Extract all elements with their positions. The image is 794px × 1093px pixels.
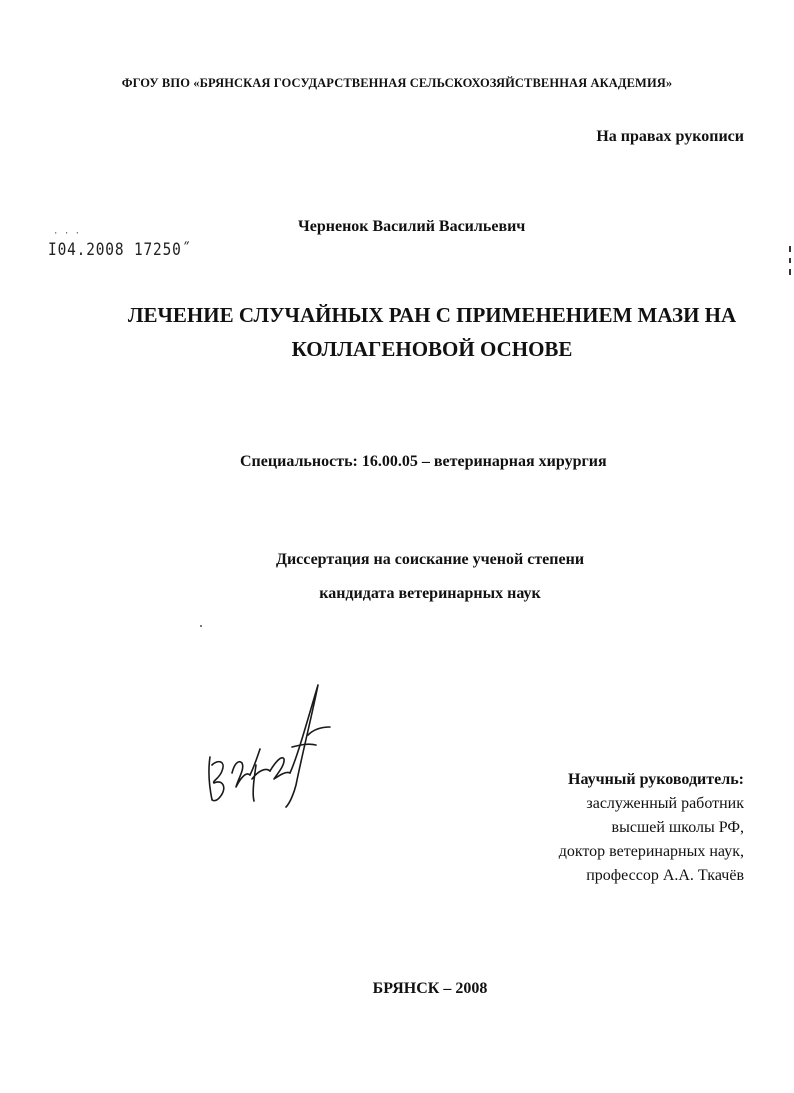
registry-stamp-number bbox=[48, 240, 191, 260]
title-line-2: КОЛЛАГЕНОВОЙ ОСНОВЕ bbox=[291, 337, 573, 361]
advisor-heading: Научный руководитель: bbox=[568, 771, 744, 788]
advisor-title-line-1: заслуженный работник bbox=[586, 795, 744, 812]
advisor-name: профессор А.А. Ткачёв bbox=[586, 867, 744, 884]
city-year: БРЯНСК – 2008 bbox=[372, 980, 488, 997]
stamp-number-text: 04.2008 17250 bbox=[57, 240, 182, 260]
scientific-advisor-block bbox=[559, 768, 744, 888]
degree-line-1: Диссертация на соискание ученой степени bbox=[275, 551, 585, 568]
stamp-trailing-mark: ˝ bbox=[181, 240, 192, 260]
degree-statement bbox=[0, 543, 794, 611]
author-name: Черненок Василий Васильевич bbox=[298, 218, 526, 235]
scan-edge-mark bbox=[789, 246, 792, 276]
institution-name: ФГОУ ВПО «БРЯНСКАЯ ГОСУДАРСТВЕННАЯ СЕЛЬСКОХОЗЯЙСТВЕННАЯ АКАДЕМИЯ» bbox=[121, 76, 673, 90]
stamp-mark-dots: · · · bbox=[53, 229, 81, 239]
title-line-1: ЛЕЧЕНИЕ СЛУЧАЙНЫХ РАН С ПРИМЕНЕНИЕМ МАЗИ НА bbox=[127, 303, 737, 327]
degree-line-2: кандидата ветеринарных наук bbox=[319, 585, 541, 602]
advisor-title-line-2: высшей школы РФ, bbox=[611, 819, 744, 836]
specialty-line: Специальность: 16.00.05 – ветеринарная хирургия bbox=[240, 453, 607, 470]
handwritten-signature bbox=[200, 675, 340, 815]
scan-speck bbox=[200, 625, 202, 627]
dissertation-title bbox=[0, 298, 794, 366]
manuscript-note: На правах рукописи bbox=[596, 128, 744, 145]
advisor-title-line-3: доктор ветеринарных наук, bbox=[558, 843, 744, 860]
stamp-leading-mark: I bbox=[48, 240, 58, 260]
